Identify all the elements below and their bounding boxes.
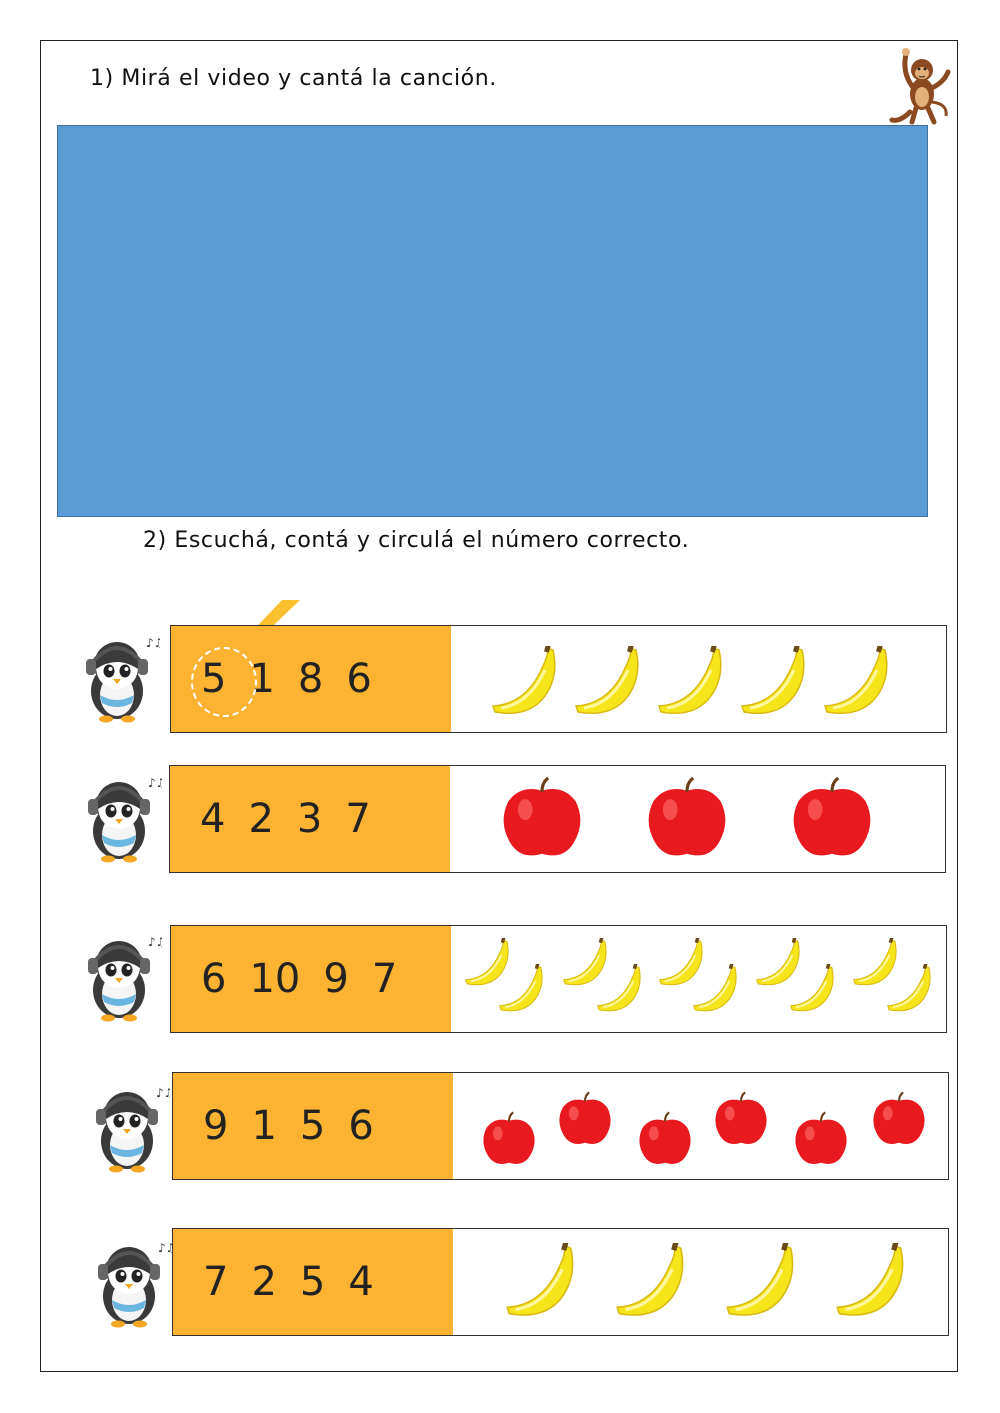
penguin-headphones-icon[interactable] <box>74 633 160 729</box>
count-pictures <box>453 1229 948 1335</box>
number-panel <box>173 1073 453 1179</box>
banana-icon <box>655 646 725 720</box>
banana-icon <box>885 964 933 1016</box>
number-option[interactable]: 6 <box>201 956 227 1002</box>
number-option[interactable]: 7 <box>371 956 398 1002</box>
exercise-row-2 <box>169 765 946 873</box>
number-option[interactable]: 7 <box>203 1259 229 1305</box>
number-option[interactable]: 4 <box>348 1259 374 1305</box>
banana-icon <box>821 646 891 720</box>
number-panel <box>170 766 450 872</box>
penguin-headphones-icon[interactable] <box>76 932 162 1028</box>
apple-icon <box>637 1111 693 1167</box>
apple-icon <box>557 1091 613 1147</box>
apple-icon <box>793 1111 849 1167</box>
banana-icon <box>503 1243 577 1323</box>
instruction-2: 2) Escuchá, contá y circulá el número correcto. <box>143 528 690 553</box>
apple-icon <box>645 776 729 860</box>
number-option[interactable]: 9 <box>203 1103 229 1149</box>
apple-icon <box>481 1111 537 1167</box>
number-panel <box>173 1229 453 1335</box>
number-panel <box>171 926 451 1032</box>
penguin-headphones-icon[interactable] <box>84 1083 170 1179</box>
banana-icon <box>788 964 836 1016</box>
number-option[interactable]: 9 <box>323 956 349 1002</box>
video-player[interactable] <box>57 125 928 517</box>
number-option[interactable]: 1 <box>251 1103 277 1149</box>
count-pictures <box>451 926 946 1032</box>
number-option[interactable]: 6 <box>348 1103 374 1149</box>
number-option[interactable]: 8 <box>297 656 324 702</box>
monkey-icon <box>888 42 954 126</box>
exercise-row-4 <box>172 1072 949 1180</box>
number-option[interactable]: 5 <box>299 1259 326 1305</box>
number-option[interactable]: 2 <box>251 1259 277 1305</box>
banana-icon <box>572 646 642 720</box>
banana-icon <box>833 1243 907 1323</box>
banana-icon <box>595 964 643 1016</box>
penguin-headphones-icon[interactable] <box>76 773 162 869</box>
exercise-row-5 <box>172 1228 949 1336</box>
exercise-row-1 <box>170 625 947 733</box>
number-option[interactable]: 10 <box>249 956 301 1002</box>
apple-icon <box>871 1091 927 1147</box>
banana-icon <box>723 1243 797 1323</box>
banana-icon <box>489 646 559 720</box>
banana-icon <box>497 964 545 1016</box>
number-option[interactable]: 5 <box>299 1103 326 1149</box>
apple-icon <box>790 776 874 860</box>
banana-icon <box>613 1243 687 1323</box>
number-option[interactable]: 2 <box>248 796 274 842</box>
count-pictures <box>451 626 946 732</box>
number-option[interactable]: 5 <box>201 656 227 702</box>
exercise-row-3 <box>170 925 947 1033</box>
count-pictures <box>450 766 945 872</box>
banana-icon <box>691 964 739 1016</box>
count-pictures <box>453 1073 948 1179</box>
apple-icon <box>713 1091 769 1147</box>
penguin-headphones-icon[interactable] <box>86 1238 172 1334</box>
apple-icon <box>500 776 584 860</box>
banana-icon <box>738 646 808 720</box>
example-circle <box>191 647 257 717</box>
number-option[interactable]: 3 <box>296 796 323 842</box>
number-option[interactable]: 4 <box>200 796 226 842</box>
instruction-1: 1) Mirá el video y cantá la canción. <box>90 66 497 91</box>
number-option[interactable]: 1 <box>249 656 275 702</box>
number-option[interactable]: 6 <box>346 656 372 702</box>
number-option[interactable]: 7 <box>345 796 371 842</box>
